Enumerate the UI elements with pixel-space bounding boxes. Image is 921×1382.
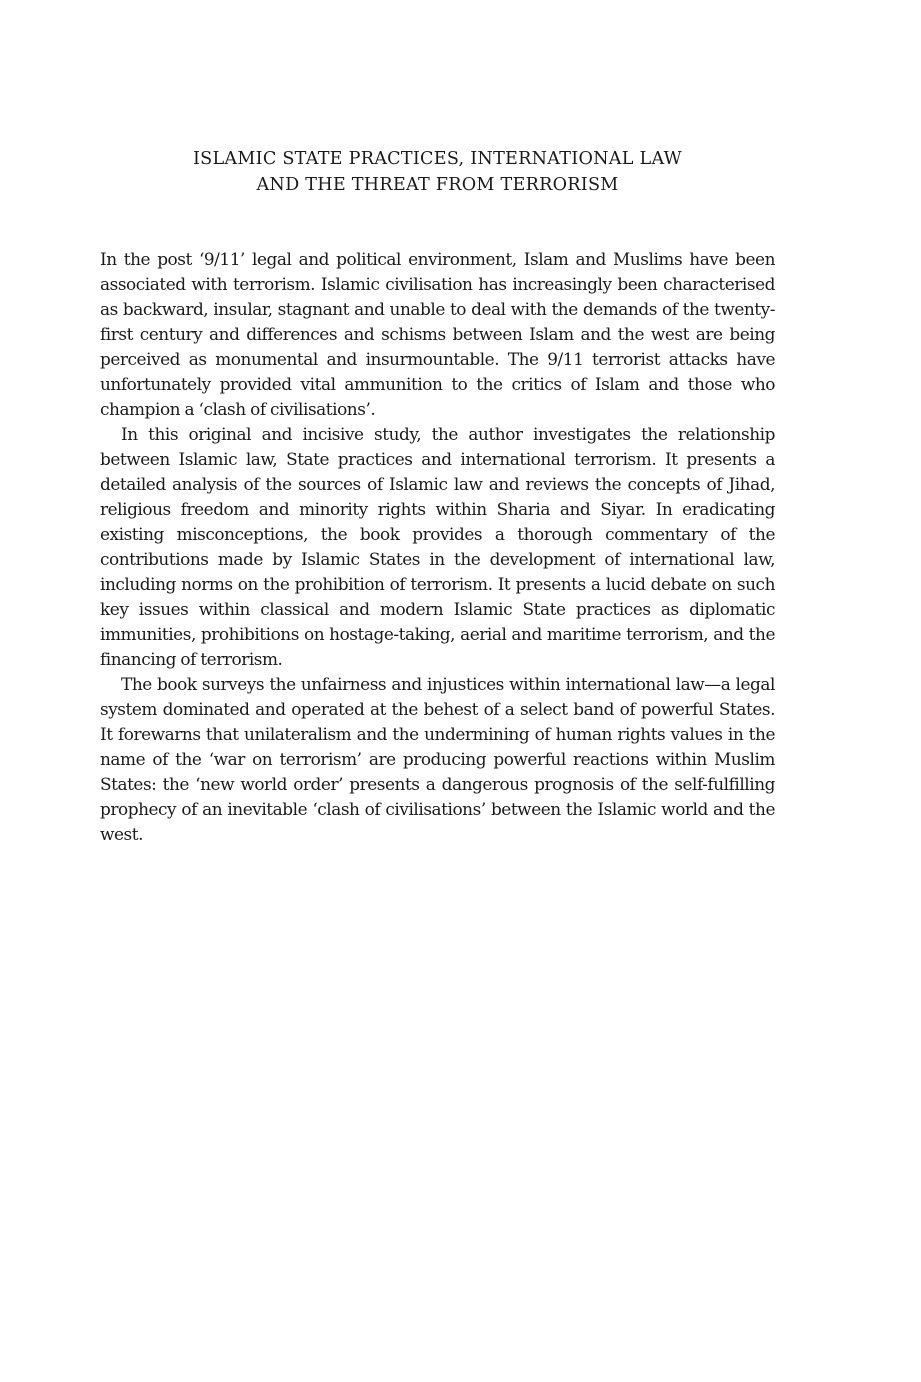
book-title [100, 146, 775, 198]
book-title-line-2: AND THE THREAT FROM TERRORISM [256, 175, 619, 195]
book-title-line-1: ISLAMIC STATE PRACTICES, INTERNATIONAL LAW [192, 149, 683, 169]
paragraph-2: In this original and incisive study, the author investigates the relationship between Islamic law, State practices and international terrorism. It presents a detailed analysis of the sources of Islamic law and reviews the concepts of Jihad, religious freedom and minority rights within Sharia and Siyar. In eradicating existing misconceptions, the book provides a thorough commentary of the contributions made by Islamic States in the development of international law, including norms on the prohibition of terrorism. It presents a lucid debate on such key issues within classical and modern Islamic State practices as diplomatic immunities, prohibitions on hostage-taking, aerial and maritime terrorism, and the financing of terrorism. [100, 424, 775, 669]
book-description [100, 247, 775, 847]
paragraph-3: The book surveys the unfairness and injustices within international law—a legal system dominated and operated at the behest of a select band of powerful States. It forewarns that unilateralism and the undermining of human rights values in the name of the ‘war on terrorism’ are producing powerful reactions within Muslim States: the ‘new world order’ presents a dangerous prognosis of the self-fulfilling prophecy of an inevitable ‘clash of civilisations’ between the Islamic world and the west. [100, 674, 775, 844]
paragraph-1: In the post ‘9/11’ legal and political environment, Islam and Muslims have been associated with terrorism. Islamic civilisation has increasingly been characterised as backward, insular, stagnant and unable to deal with the demands of the twenty-first century and differences and schisms between Islam and the west are being perceived as monumental and insurmountable. The 9/11 terrorist attacks have unfortunately provided vital ammunition to the critics of Islam and those who champion a ‘clash of civilisations’. [100, 249, 775, 419]
